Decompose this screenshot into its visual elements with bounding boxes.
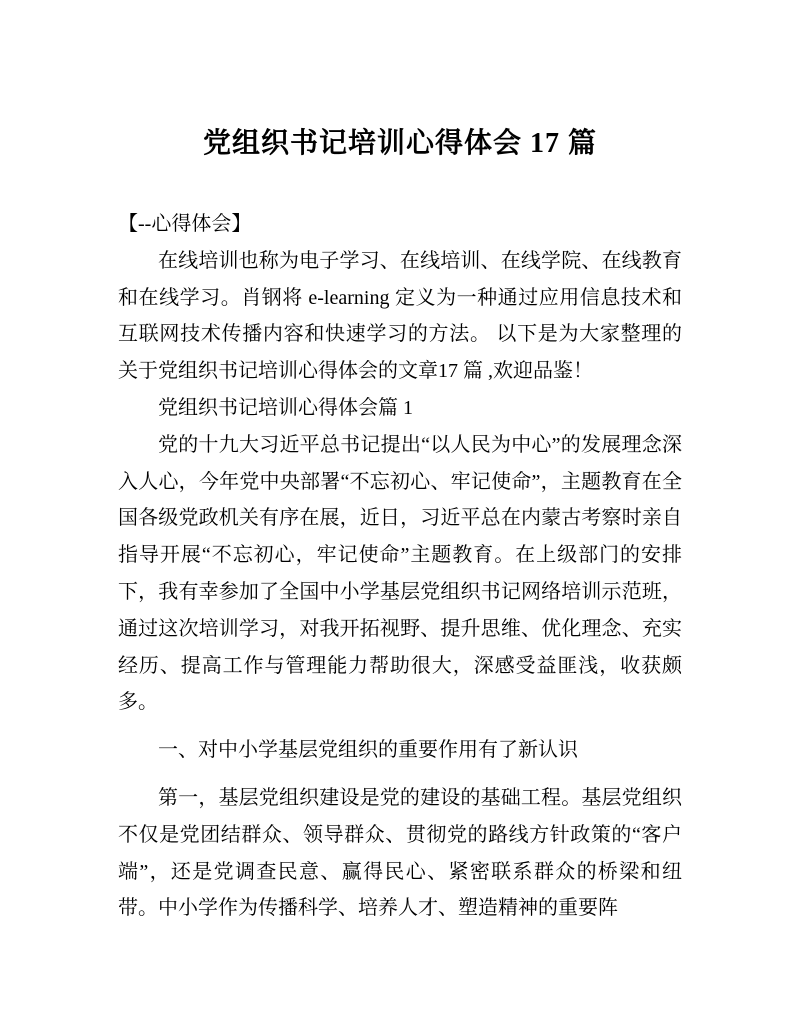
paragraph-body-1: 党的十九大习近平总书记提出“以人民为中心”的发展理念深入人心，今年党中央部署“不忘初心、牢记使命”，主题教育在全国各级党政机关有序在展，近日，习近平总在内蒙古考察时亲自指导开展“不忘初心，牢记使命”主题教育。在上级部门的安排下，我有幸参加了全国中小学基层党组织书记网络培训示范班，通过这次培训学习，对我开拓视野、提升思维、优化理念、充实经历、提高工作与管理能力帮助很大，深感受益匪浅，收获颇多。: [118, 433, 682, 714]
paragraph-section-title: 党组织书记培训心得体会篇 1: [158, 396, 413, 419]
paragraph-body-2: 第一，基层党组织建设是党的建设的基础工程。基层党组织不仅是党团结群众、领导群众、贯彻党的路线方针政策的“客户端”，还是党调查民意、赢得民心、紧密联系群众的桥梁和纽带。中小学作为传播科学、培养人才、塑造精神的重要阵: [118, 786, 682, 920]
paragraph-tag-line: 【--心得体会】: [118, 213, 252, 235]
document-title: 党组织书记培训心得体会 17 篇: [202, 128, 597, 159]
paragraph-heading-1: 一、对中小学基层党组织的重要作用有了新认识: [158, 739, 578, 762]
paragraph-intro: 在线培训也称为电子学习、在线培训、在线学院、在线教育和在线学习。肖钢将 e-learning 定义为一种通过应用信息技术和互联网技术传播内容和快速学习的方法。 以下是为大家整理的关于党组织书记培训心得体会的文章17 篇 ,欢迎品鉴！: [118, 249, 682, 383]
